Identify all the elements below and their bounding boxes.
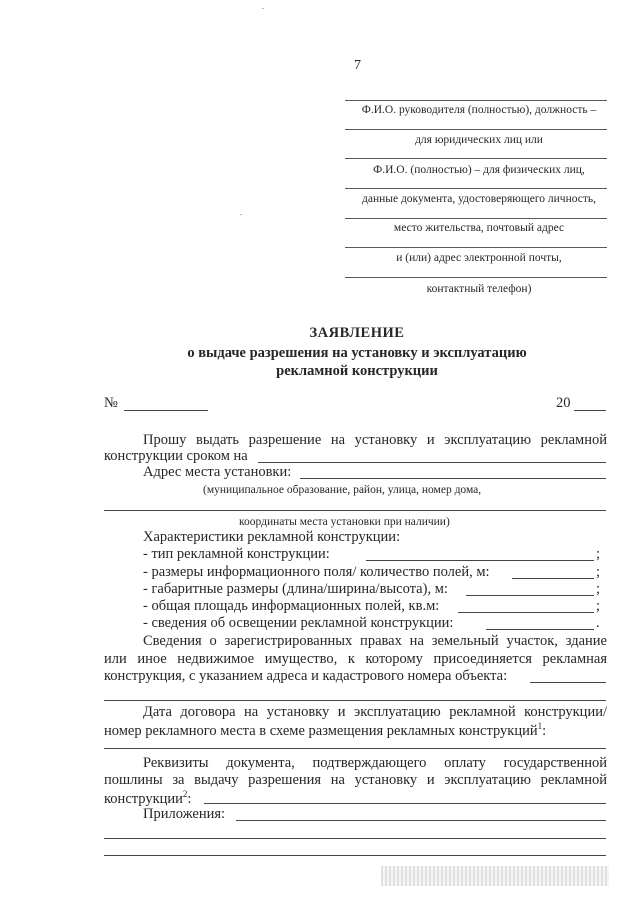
rights-text: конструкция, с указанием адреса и кадастрового номера объекта: [104,668,508,684]
addressee-line [345,129,607,130]
addressee-caption: для юридических лиц или [415,134,543,146]
scan-speck [262,8,264,9]
number-label: № [104,395,118,411]
document-subtitle: о выдаче разрешения на установку и эксплуатацию [187,345,527,361]
document-subtitle: рекламной конструкции [276,363,438,379]
addressee-caption: контактный телефон) [426,283,532,295]
addressee-line [345,100,607,101]
page-number: 7 [354,58,361,73]
document-title: ЗАЯВЛЕНИЕ [309,325,405,341]
addressee-line [345,247,607,248]
characteristics-heading: Характеристики рекламной конструкции: [143,529,401,545]
characteristic-label: - сведения об освещении рекламной конструкции: [143,615,454,631]
characteristic-ending: ; [596,581,601,597]
rights-field[interactable] [530,682,606,683]
attachments-field-2[interactable] [104,838,606,839]
characteristic-label: - размеры информационного поля/ количество полей, м: [143,564,490,580]
attachments-label: Приложения: [143,806,226,822]
contract-text: номер рекламного места в схеме размещения рекламных конструкций$^1$: [104,721,547,739]
term-field[interactable] [258,462,606,463]
address-field-2[interactable] [104,510,606,511]
payment-text: пошлины за выдачу разрешения на установку и эксплуатацию рекламной [104,772,607,788]
contract-field[interactable] [104,748,606,749]
scan-speck [240,214,242,215]
characteristic-field[interactable] [366,560,594,561]
rights-text: или иное недвижимое имущество, к которому присоединяется рекламная [104,651,607,667]
characteristic-ending: ; [596,564,601,580]
addressee-caption: место жительства, почтовый адрес [393,222,565,234]
addressee-caption: Ф.И.О. (полностью) – для физических лиц, [373,164,585,176]
year-label: 20 [556,395,571,411]
coordinates-caption: координаты места установки при наличии) [239,516,450,528]
characteristic-field[interactable] [466,595,594,596]
addressee-caption: Ф.И.О. руководителя (полностью), должность – [361,104,597,116]
addressee-line [345,277,607,278]
rights-text: Сведения о зарегистрированных правах на земельный участок, здание [143,633,607,649]
scan-stamp [381,866,609,886]
characteristic-field[interactable] [458,612,594,613]
rights-field-2[interactable] [104,700,606,701]
characteristic-field[interactable] [486,629,594,630]
year-field[interactable] [574,410,606,411]
characteristic-ending: . [596,615,600,631]
address-label: Адрес места установки: [143,464,292,480]
characteristic-ending: ; [596,546,601,562]
addressee-caption: данные документа, удостоверяющего личность, [361,193,597,205]
characteristic-label: - тип рекламной конструкции: [143,546,330,562]
request-text: конструкции сроком на [104,448,248,464]
characteristic-ending: ; [596,598,601,614]
addressee-line [345,218,607,219]
addressee-line [345,188,607,189]
characteristic-field[interactable] [512,578,594,579]
address-caption: (муниципальное образование, район, улица, номер дома, [203,484,482,496]
payment-text: конструкции$^2$: [104,789,192,807]
characteristic-label: - габаритные размеры (длина/ширина/высота), м: [143,581,448,597]
attachments-field-3[interactable] [104,855,606,856]
addressee-caption: и (или) адрес электронной почты, [396,252,562,264]
contract-text: Дата договора на установку и эксплуатацию рекламной конструкции/ [143,704,607,720]
address-field[interactable] [300,478,606,479]
characteristic-label: - общая площадь информационных полей, кв.м: [143,598,440,614]
payment-text: Реквизиты документа, подтверждающего оплату государственной [143,755,607,771]
request-text: Прошу выдать разрешение на установку и эксплуатацию рекламной [143,432,607,448]
payment-field[interactable] [204,803,606,804]
attachments-field[interactable] [236,820,606,821]
addressee-line [345,158,607,159]
number-field[interactable] [124,410,208,411]
